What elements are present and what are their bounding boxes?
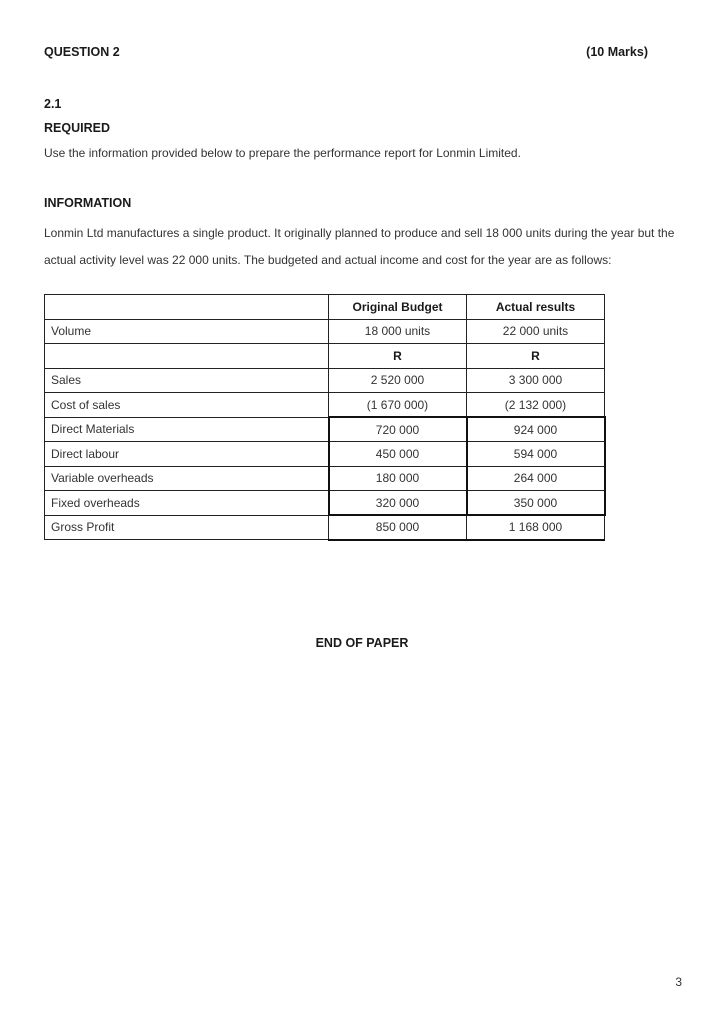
budget-cell: 720 000 (329, 417, 467, 442)
table-row (45, 319, 605, 344)
information-text: Lonmin Ltd manufactures a single product. It originally planned to produce and sell 18 000 units during the year but the actual activity level was 22 000 units. The budgeted and actual income and cost for the year are as follows: (44, 226, 675, 267)
information-heading: INFORMATION (44, 196, 132, 210)
row-label (45, 344, 329, 369)
budget-cell: 180 000 (329, 466, 467, 491)
performance-table (44, 294, 606, 541)
header-actual-results: Actual results (467, 295, 605, 320)
actual-cell: 264 000 (467, 466, 605, 491)
actual-cell: 594 000 (467, 442, 605, 467)
budget-cell: 850 000 (329, 515, 467, 540)
header-original-budget: Original Budget (329, 295, 467, 320)
table-row (45, 515, 605, 540)
actual-cell: 3 300 000 (467, 368, 605, 393)
table-row (45, 368, 605, 393)
row-label: Fixed overheads (45, 491, 329, 516)
row-label: Direct labour (45, 442, 329, 467)
sub-question-number: 2.1 (44, 97, 62, 111)
budget-cell: (1 670 000) (329, 393, 467, 418)
row-label: Cost of sales (45, 393, 329, 418)
row-label: Gross Profit (45, 515, 329, 540)
table-row (45, 417, 605, 442)
budget-cell: 2 520 000 (329, 368, 467, 393)
row-label: Variable overheads (45, 466, 329, 491)
table-row (45, 466, 605, 491)
question-title: QUESTION 2 (44, 45, 120, 59)
table-row (45, 491, 605, 516)
question-marks: (10 Marks) (586, 45, 648, 59)
budget-cell: 18 000 units (329, 319, 467, 344)
budget-cell: 450 000 (329, 442, 467, 467)
row-label: Direct Materials (45, 417, 329, 442)
header-blank-cell (45, 295, 329, 320)
question-header (44, 45, 648, 59)
row-label: Volume (45, 319, 329, 344)
required-text: Use the information provided below to prepare the performance report for Lonmin Limited. (44, 146, 521, 160)
budget-cell: 320 000 (329, 491, 467, 516)
end-of-paper: END OF PAPER (315, 636, 409, 650)
actual-cell: 924 000 (467, 417, 605, 442)
actual-cell: (2 132 000) (467, 393, 605, 418)
page-number: 3 (675, 975, 682, 989)
table-row (45, 344, 605, 369)
table-header-row (45, 295, 605, 320)
actual-cell: 22 000 units (467, 319, 605, 344)
table-row (45, 442, 605, 467)
required-heading: REQUIRED (44, 121, 110, 135)
actual-cell: 350 000 (467, 491, 605, 516)
actual-cell: 1 168 000 (467, 515, 605, 540)
row-label: Sales (45, 368, 329, 393)
budget-cell: R (329, 344, 467, 369)
table-row (45, 393, 605, 418)
actual-cell: R (467, 344, 605, 369)
